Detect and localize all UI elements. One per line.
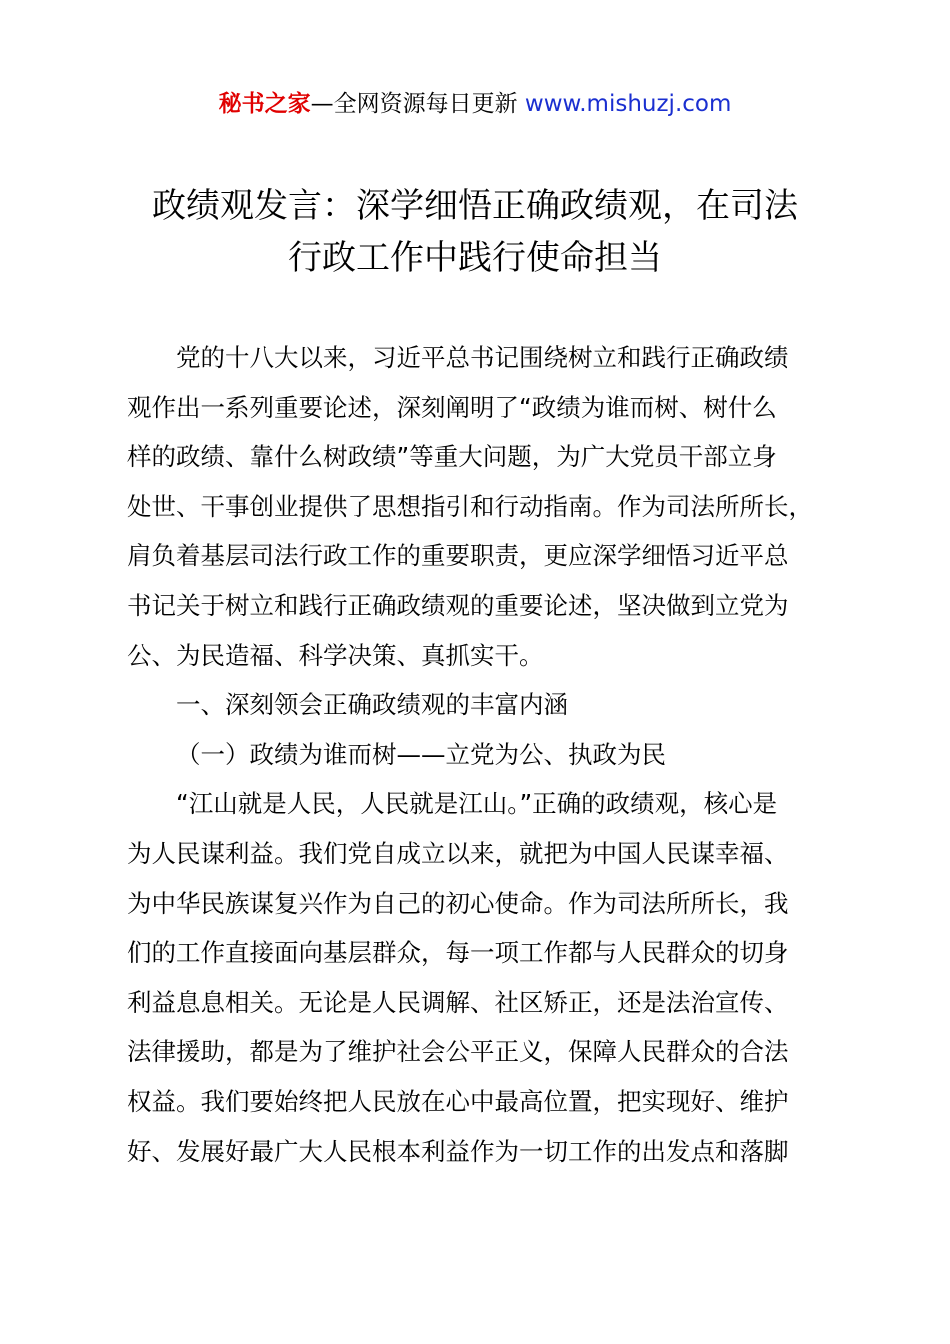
paragraph-line: “江山就是人民，人民就是江山。”正确的政绩观，核心是	[176, 789, 778, 819]
section-heading: 一、深刻领会正确政绩观的丰富内涵	[176, 690, 568, 720]
paragraph-line: 利益息息相关。无论是人民调解、社区矫正，还是法治宣传、	[127, 987, 789, 1017]
site-header	[0, 86, 950, 122]
paragraph-line: 法律援助，都是为了维护社会公平正义，保障人民群众的合法	[127, 1037, 789, 1067]
paragraph-line: 肩负着基层司法行政工作的重要职责，更应深学细悟习近平总	[127, 541, 789, 571]
site-tagline: —全网资源每日更新	[310, 91, 525, 117]
paragraph-line: 为人民谋利益。我们党自成立以来，就把为中国人民谋幸福、	[127, 838, 789, 868]
paragraph-line: 书记关于树立和践行正确政绩观的重要论述，坚决做到立党为	[127, 590, 789, 620]
site-url-link[interactable]: www.mishuzj.com	[524, 91, 732, 117]
subsection-heading: （一）政绩为谁而树——立党为公、执政为民	[176, 739, 666, 769]
paragraph-line: 样的政绩、靠什么树政绩”等重大问题，为广大党员干部立身	[127, 442, 777, 472]
paragraph-line: 权益。我们要始终把人民放在心中最高位置，把实现好、维护	[127, 1086, 789, 1116]
document-title	[0, 180, 950, 284]
site-name: 秘书之家	[218, 91, 311, 117]
paragraph-line: 为中华民族谋复兴作为自己的初心使命。作为司法所所长，我	[127, 888, 789, 918]
paragraph-line: 处世、干事创业提供了思想指引和行动指南。作为司法所所长，	[127, 491, 813, 521]
paragraph-line: 好、发展好最广大人民根本利益作为一切工作的出发点和落脚	[127, 1136, 789, 1166]
title-line-1: 政绩观发言：深学细悟正确政绩观，在司法	[152, 186, 798, 226]
title-line-2: 行政工作中践行使命担当	[288, 238, 662, 278]
paragraph-line: 们的工作直接面向基层群众，每一项工作都与人民群众的切身	[127, 938, 789, 968]
paragraph-line: 公、为民造福、科学决策、真抓实干。	[127, 640, 544, 670]
paragraph-line: 党的十八大以来，习近平总书记围绕树立和践行正确政绩	[176, 343, 789, 372]
document-body	[127, 333, 832, 1176]
paragraph-line: 观作出一系列重要论述，深刻阐明了“政绩为谁而树、树什么	[127, 392, 777, 422]
